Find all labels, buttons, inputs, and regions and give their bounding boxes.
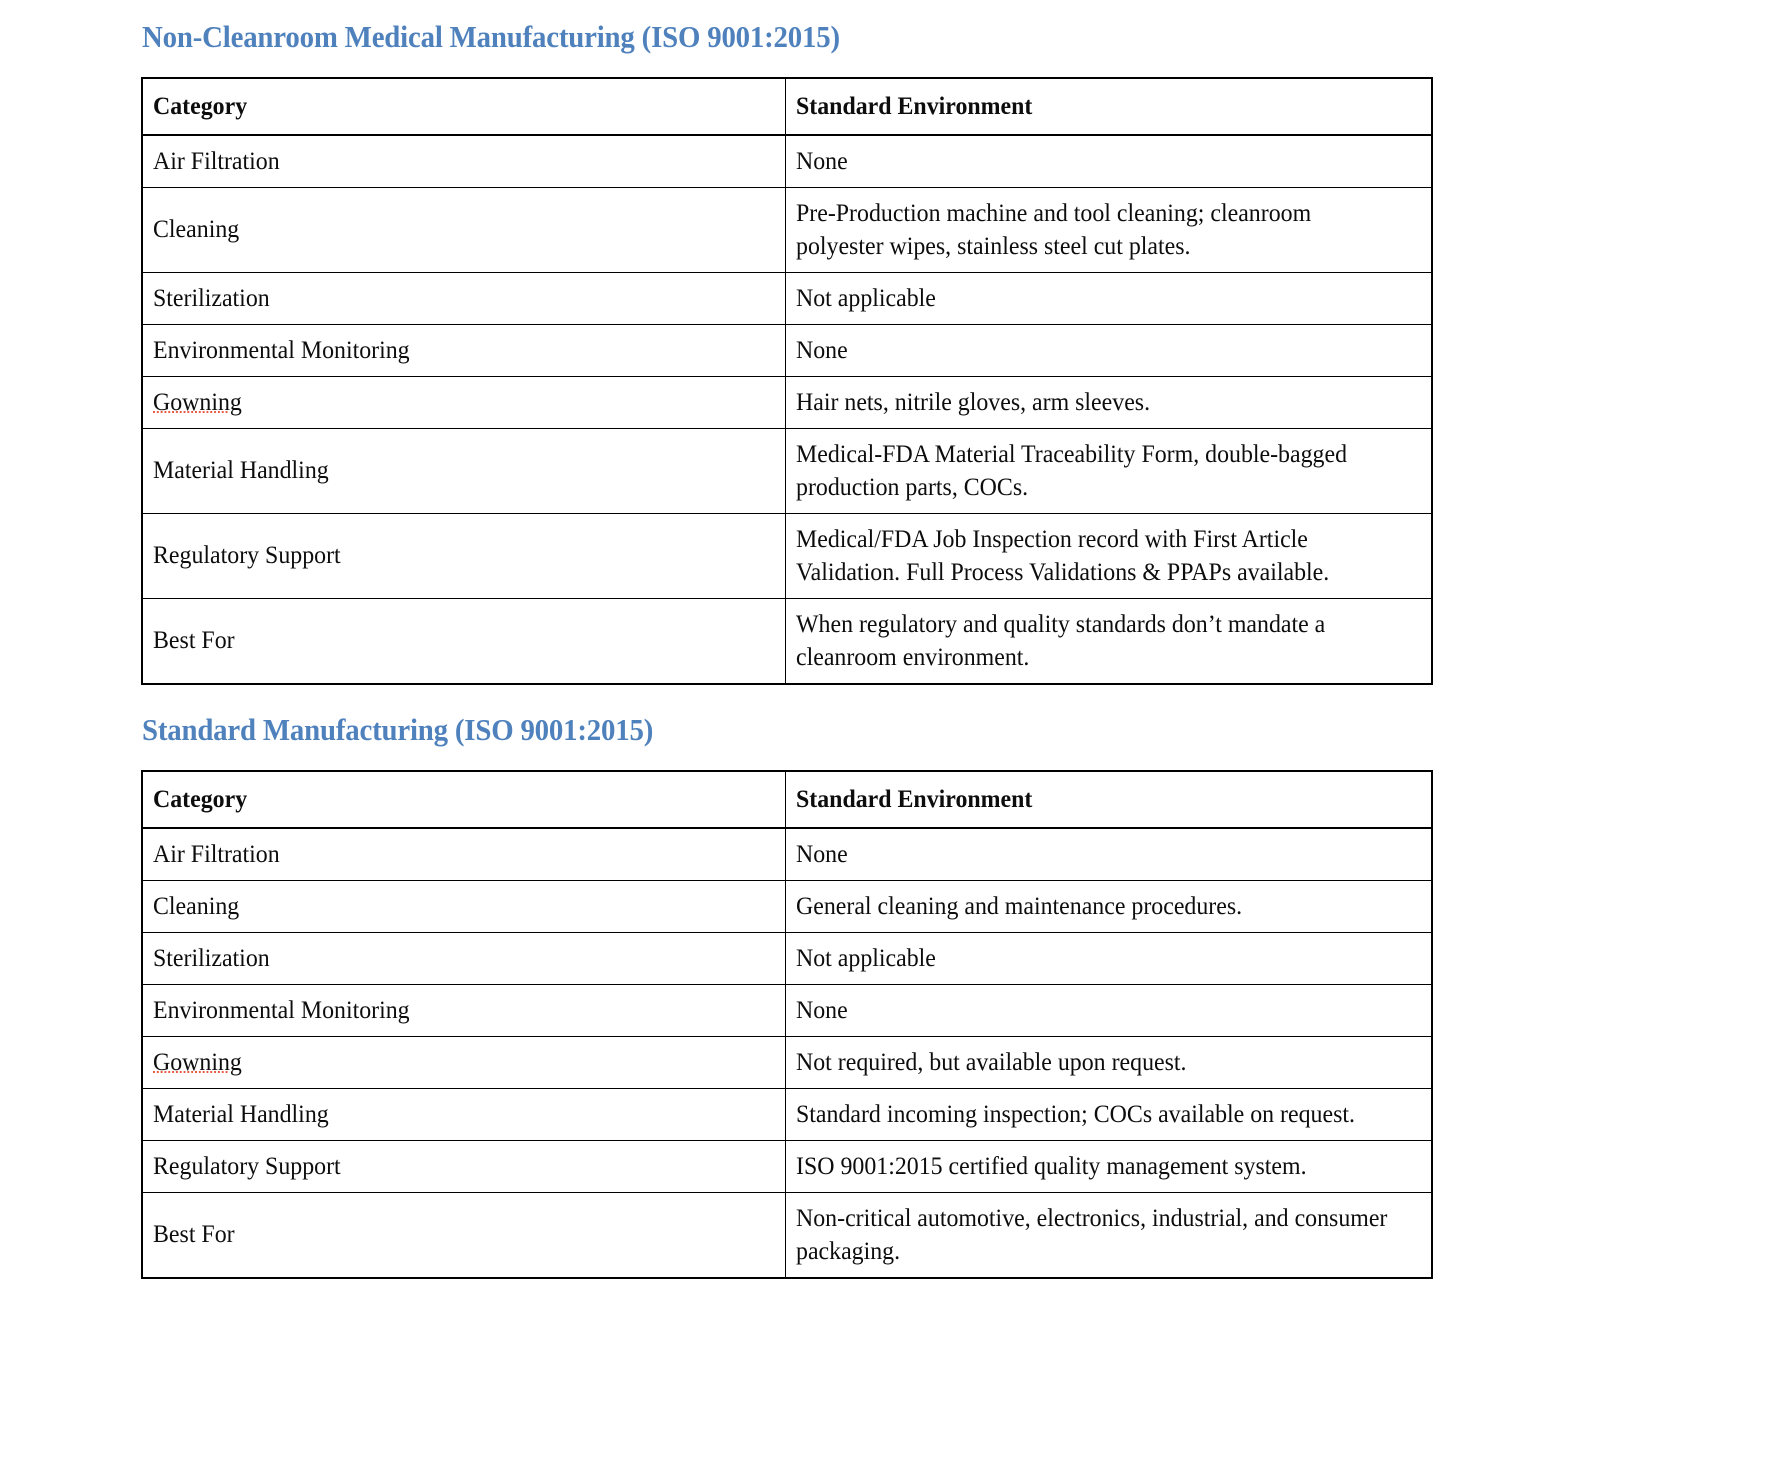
table-row <box>142 1088 1432 1140</box>
category-label: Sterilization <box>153 284 270 312</box>
cell-category <box>142 932 785 984</box>
table-row <box>142 187 1432 272</box>
category-label: Regulatory Support <box>153 542 341 570</box>
table-row <box>142 1036 1432 1088</box>
table-row <box>142 828 1432 881</box>
table-row <box>142 135 1432 188</box>
cell-value <box>785 1192 1432 1278</box>
cell-category <box>142 135 785 188</box>
category-label: Environmental Monitoring <box>153 336 410 364</box>
table-header-row <box>142 78 1432 135</box>
environment-comparison-table <box>141 770 1433 1279</box>
cell-value <box>785 828 1432 881</box>
table-container <box>141 770 1431 1279</box>
cell-category <box>142 513 785 598</box>
table-header <box>142 771 1432 828</box>
table-container <box>141 77 1431 685</box>
value-text: None <box>795 147 848 175</box>
cell-value <box>785 187 1432 272</box>
cell-category <box>142 428 785 513</box>
value-text: None <box>795 840 848 868</box>
table-row <box>142 932 1432 984</box>
column-header-category <box>142 78 785 135</box>
category-label: Regulatory Support <box>153 1152 341 1180</box>
category-label: Cleaning <box>153 892 240 920</box>
cell-value <box>785 984 1432 1036</box>
value-text: Not applicable <box>795 944 936 972</box>
cell-value <box>785 880 1432 932</box>
table-row <box>142 984 1432 1036</box>
cell-value <box>785 135 1432 188</box>
category-label-misspelled: Gowning <box>153 388 242 416</box>
value-text: Not applicable <box>795 284 936 312</box>
section-heading: Standard Manufacturing (ISO 9001:2015) <box>142 711 654 747</box>
cell-category <box>142 187 785 272</box>
value-text: General cleaning and maintenance procedures. <box>795 892 1242 920</box>
cell-category <box>142 1088 785 1140</box>
value-text: Not required, but available upon request. <box>795 1048 1187 1076</box>
table-row <box>142 1140 1432 1192</box>
value-text: Medical/FDA Job Inspection record with First Article Validation. Full Process Validations & PPAPs available. <box>795 525 1329 586</box>
value-text: Standard incoming inspection; COCs available on request. <box>795 1100 1355 1128</box>
cell-value <box>785 376 1432 428</box>
value-text: Hair nets, nitrile gloves, arm sleeves. <box>795 388 1150 416</box>
value-text: ISO 9001:2015 certified quality management system. <box>795 1152 1307 1180</box>
category-label: Best For <box>153 627 235 655</box>
section-heading: Non-Cleanroom Medical Manufacturing (ISO 9001:2015) <box>142 19 840 54</box>
category-label: Air Filtration <box>153 147 280 175</box>
category-label-misspelled: Gowning <box>153 1048 242 1076</box>
cell-category <box>142 984 785 1036</box>
table-body <box>142 828 1432 1278</box>
table-row <box>142 513 1432 598</box>
value-text: None <box>795 336 848 364</box>
value-text: Medical-FDA Material Traceability Form, double-bagged production parts, COCs. <box>795 440 1347 501</box>
table-row <box>142 324 1432 376</box>
cell-category <box>142 272 785 324</box>
value-text: When regulatory and quality standards don’t mandate a cleanroom environment. <box>795 610 1325 671</box>
table-row <box>142 272 1432 324</box>
table-row <box>142 1192 1432 1278</box>
table-row <box>142 428 1432 513</box>
table-header-row <box>142 771 1432 828</box>
cell-value <box>785 1088 1432 1140</box>
column-header-category-label: Category <box>153 92 248 120</box>
cell-value <box>785 324 1432 376</box>
category-label: Sterilization <box>153 944 270 972</box>
category-label: Material Handling <box>153 457 329 485</box>
category-label: Best For <box>153 1221 235 1248</box>
section-non-cleanroom-medical-manufacturing <box>0 18 1768 685</box>
cell-value <box>785 513 1432 598</box>
category-label: Environmental Monitoring <box>153 996 410 1024</box>
column-header-standard-environment <box>785 771 1432 828</box>
cell-value <box>785 272 1432 324</box>
column-header-category-label: Category <box>153 785 248 813</box>
table-body <box>142 135 1432 684</box>
cell-category <box>142 828 785 881</box>
value-text: None <box>795 996 848 1024</box>
environment-comparison-table <box>141 77 1433 685</box>
table-header <box>142 78 1432 135</box>
cell-value <box>785 598 1432 684</box>
section-standard-manufacturing <box>0 711 1768 1279</box>
category-label: Cleaning <box>153 216 240 244</box>
cell-category <box>142 1192 785 1278</box>
cell-value <box>785 428 1432 513</box>
cell-value <box>785 932 1432 984</box>
column-header-standard-environment-label: Standard Environment <box>795 785 1032 813</box>
column-header-standard-environment-label: Standard Environment <box>795 92 1032 120</box>
value-text: Non-critical automotive, electronics, industrial, and consumer packaging. <box>795 1204 1387 1265</box>
column-header-standard-environment <box>785 78 1432 135</box>
cell-category <box>142 880 785 932</box>
cell-value <box>785 1140 1432 1192</box>
table-row <box>142 376 1432 428</box>
cell-category <box>142 376 785 428</box>
category-label: Material Handling <box>153 1100 329 1128</box>
table-row <box>142 880 1432 932</box>
cell-category <box>142 1036 785 1088</box>
cell-category <box>142 1140 785 1192</box>
cell-category <box>142 598 785 684</box>
column-header-category <box>142 771 785 828</box>
category-label: Air Filtration <box>153 840 280 868</box>
cell-category <box>142 324 785 376</box>
table-row <box>142 598 1432 684</box>
cell-value <box>785 1036 1432 1088</box>
value-text: Pre-Production machine and tool cleaning; cleanroom polyester wipes, stainless steel cut plates. <box>795 199 1311 260</box>
